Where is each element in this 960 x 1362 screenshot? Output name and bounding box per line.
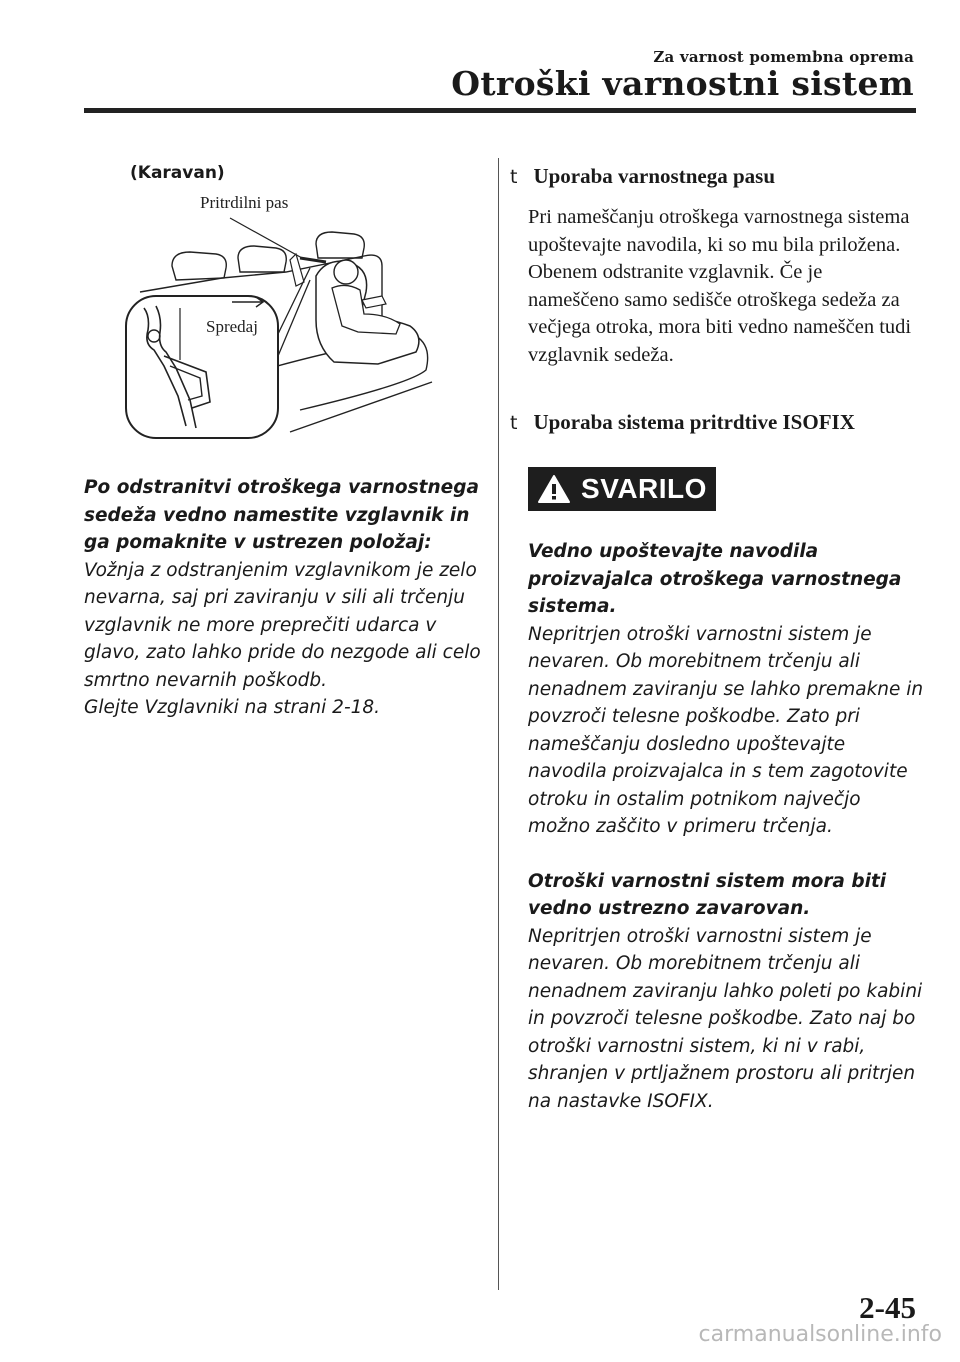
warning-banner	[528, 467, 716, 511]
warning-label: SVARILO	[581, 473, 707, 504]
warning-item-2	[528, 868, 928, 1116]
section-title: Uporaba varnostnega pasu	[533, 164, 775, 188]
front-direction-label: Spredaj	[206, 317, 258, 336]
warning-text	[528, 538, 928, 1115]
seatbelt-instructions	[528, 204, 918, 370]
headrest-warning-block	[84, 474, 484, 722]
warning-triangle-icon	[537, 474, 571, 504]
headrest-warning-body: Vožnja z odstranjenim vzglavnikom je zelo nevarna, saj pri zaviranju v sili ali trčenju vzglavnik ne more preprečiti udarca v glavo, zato lahko pride do nezgode ali celo smrtno nevarnih poškodb.	[84, 559, 481, 691]
seatbelt-paragraph-1: Pri nameščanju otroškega varnostnega sistema upoštevajte navodila, ki so mu bila priložena.	[528, 206, 910, 256]
warning-item-heading: Otroški varnostni sistem mora biti vedno ustrezno zavarovan.	[528, 870, 887, 919]
tether-label: Pritrdilni pas	[200, 196, 289, 212]
warning-item-body: Nepritrjen otroški varnostni sistem je nevaren. Ob morebitnem trčenju ali nenadnem zaviranju se lahko premakne in povzroči telesne poškodbe. Zato pri nameščanju dosledno upoštevajte navodila proizvajalca in s tem zagotovite otroku in ostalim potnikom največjo možno zaščito v primeru trčenja.	[528, 623, 924, 837]
page-title: Otroški varnostni sistem	[451, 64, 914, 103]
headrest-warning-heading: Po odstranitvi otroškega varnostnega sedeža vedno namestite vzglavnik in ga pomaknite v ustrezen položaj:	[84, 477, 479, 553]
section-bullet: t	[510, 166, 518, 188]
seatbelt-paragraph-2: Obenem odstranite vzglavnik. Če je nameščeno samo sedišče otroškega sedeža za večjega otroka, mora biti vedno nameščen tudi vzglavnik sedeža.	[528, 261, 912, 366]
figure-caption: (Karavan)	[130, 163, 225, 183]
page-number: 2-45	[859, 1290, 916, 1325]
column-divider	[498, 158, 499, 1290]
section-heading-seatbelt	[510, 164, 775, 189]
watermark: carmanualsonline.info	[698, 1322, 942, 1347]
warning-item-heading: Vedno upoštevajte navodila proizvajalca otroškega varnostnega sistema.	[528, 541, 902, 617]
section-title: Uporaba sistema pritrdtive ISOFIX	[533, 410, 855, 434]
child-seat-tether-illustration	[120, 196, 440, 446]
section-heading-isofix	[510, 410, 855, 435]
header-rule	[84, 108, 916, 113]
chapter-category: Za varnost pomembna oprema	[653, 48, 914, 66]
warning-item-body: Nepritrjen otroški varnostni sistem je nevaren. Ob morebitnem trčenju ali nenadnem zaviranju lahko poleti po kabini in povzroči telesne poškodbe. Zato naj bo otroški varnostni sistem, ki ni v rabi, shranjen v prtljažnem prostoru ali pritrjen na nastavke ISOFIX.	[528, 925, 923, 1112]
warning-item-1	[528, 538, 928, 841]
headrest-reference: Glejte Vzglavniki na strani 2-18.	[84, 697, 381, 718]
section-bullet: t	[510, 412, 518, 434]
